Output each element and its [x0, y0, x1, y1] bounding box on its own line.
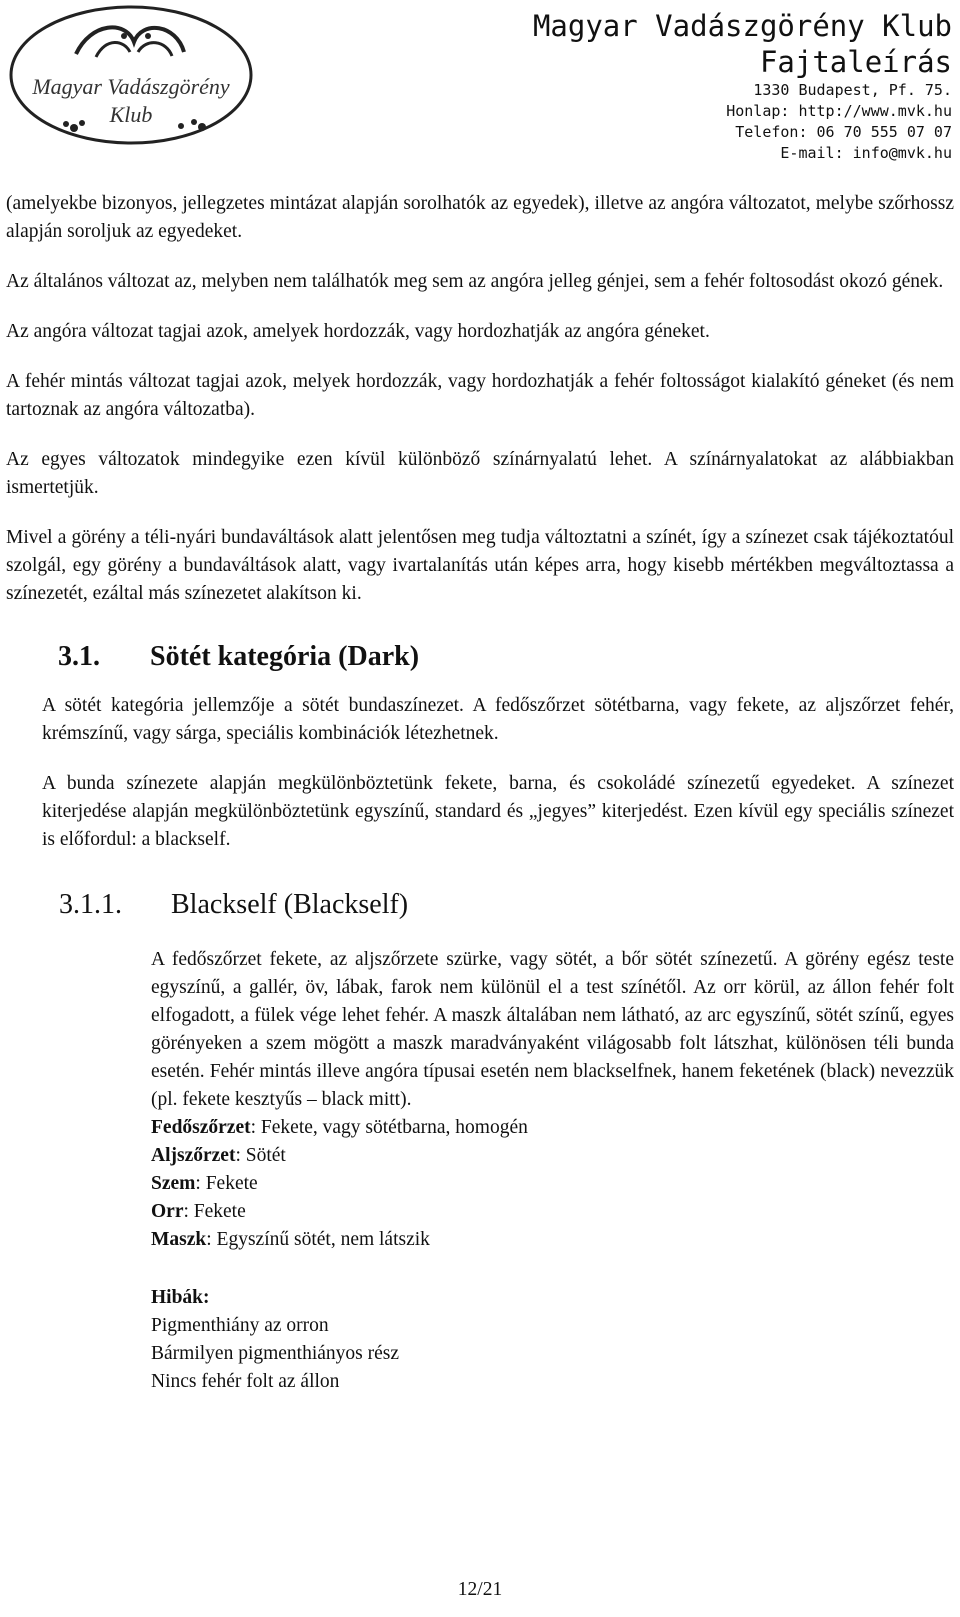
fault-item: Nincs fehér folt az állon: [151, 1371, 340, 1392]
logo-text-line1: Magyar Vadászgörény: [32, 74, 230, 99]
attribute-aljszorzet: Aljszőrzet: Sötét: [151, 1145, 286, 1166]
attribute-szem: Szem: Fekete: [151, 1173, 258, 1194]
paragraph: A sötét kategória jellemzője a sötét bundaszínezet. A fedőszőrzet sötétbarna, vagy fekete, az aljszőrzet fehér, krémszínű, vagy sárga, speciális kombinációk létezhetnek.: [42, 695, 954, 744]
faults-heading: Hibák:: [151, 1287, 210, 1308]
website-link[interactable]: Honlap: http://www.mvk.hu: [726, 102, 952, 120]
logo-text-line2: Klub: [109, 102, 153, 127]
section-heading: [6, 636, 954, 678]
document-type: Fajtaleírás: [759, 45, 952, 79]
section-title: Sötét kategória (Dark): [150, 641, 420, 672]
page-number: 12/21: [457, 1579, 503, 1600]
phone: Telefon: 06 70 555 07 07: [735, 123, 952, 141]
paragraph: (amelyekbe bizonyos, jellegzetes mintázat alapján sorolhatók az egyedek), illetve az angóra változatot, melybe szőrhossz alapján soroljuk az egyedeket.: [6, 193, 954, 242]
email-link[interactable]: E-mail: info@mvk.hu: [780, 144, 952, 162]
attribute-maszk: Maszk: Egyszínű sötét, nem látszik: [151, 1229, 430, 1250]
address: 1330 Budapest, Pf. 75.: [753, 81, 952, 99]
letterhead: [533, 8, 952, 164]
attribute-orr: Orr: Fekete: [151, 1201, 246, 1222]
document-body: [6, 190, 954, 1396]
paragraph: A fehér mintás változat tagjai azok, melyek hordozzák, vagy hordozhatják a fehér foltosságot kialakító géneket (és nem tartoznak az angóra változatba).: [6, 371, 954, 420]
paragraph: A bunda színezete alapján megkülönböztetünk fekete, barna, és csokoládé színezetű egyedeket. A színezet kiterjedése alapján megkülönböztetünk egyszínű, standard és „jegyes” kiterjedést. Ezen kívül egy speciális színezet is előfordul: a blackself.: [42, 773, 954, 850]
fault-item: Bármilyen pigmenthiányos rész: [151, 1343, 400, 1364]
paragraph: Az általános változat az, melyben nem találhatók meg sem az angóra jelleg génjei, sem a fehér foltosodást okozó gének.: [6, 271, 944, 292]
subsection-title: Blackself (Blackself): [171, 889, 409, 920]
paragraph: Az egyes változatok mindegyike ezen kívül különböző színárnyalatú lehet. A színárnyalatokat az alábbiakban ismertetjük.: [6, 449, 954, 498]
subsection-heading: [6, 884, 954, 926]
section-number: 3.1.: [58, 641, 100, 672]
club-name: Magyar Vadászgörény Klub: [532, 9, 952, 43]
club-logo: [6, 2, 256, 148]
attribute-fedoszorzet: Fedőszőrzet: Fekete, vagy sötétbarna, homogén: [151, 1117, 528, 1138]
paragraph: Az angóra változat tagjai azok, amelyek hordozzák, vagy hordozhatják az angóra géneket.: [6, 321, 710, 342]
paragraph: A fedőszőrzet fekete, az aljszőrzete szürke, vagy sötét, a bőr sötét színezetű. A görény egész teste egyszínű, a gallér, öv, lábak, farok nem különül el a test színétől. Az orr körül, az állon fehér folt elfogadott, a fülek vége lehet fehér. A maszk általában nem látható, az arc egyszínű, sötét színű, egyes görényeken a szem mögött a maszk maradványaként világosabb folt látszhat, különösen téli bunda esetén. Fehér mintás illeve angóra típusai esetén nem blackselfnek, hanem feketének (black) nevezzük (pl. fekete kesztyűs – black mitt).: [151, 949, 954, 1110]
subsection-number: 3.1.1.: [59, 889, 122, 920]
paragraph: Mivel a görény a téli-nyári bundaváltások alatt jelentősen meg tudja változtatni a színét, így a színezet csak tájékoztatóul szolgál, egy görény a bundaváltások alatt, vagy ivartalanítás után képes arra, hogy kisebb mértékben megváltoztassa a színezetét, ezáltal más színezetet alakítson ki.: [6, 527, 954, 604]
fault-item: Pigmenthiány az orron: [151, 1315, 329, 1336]
